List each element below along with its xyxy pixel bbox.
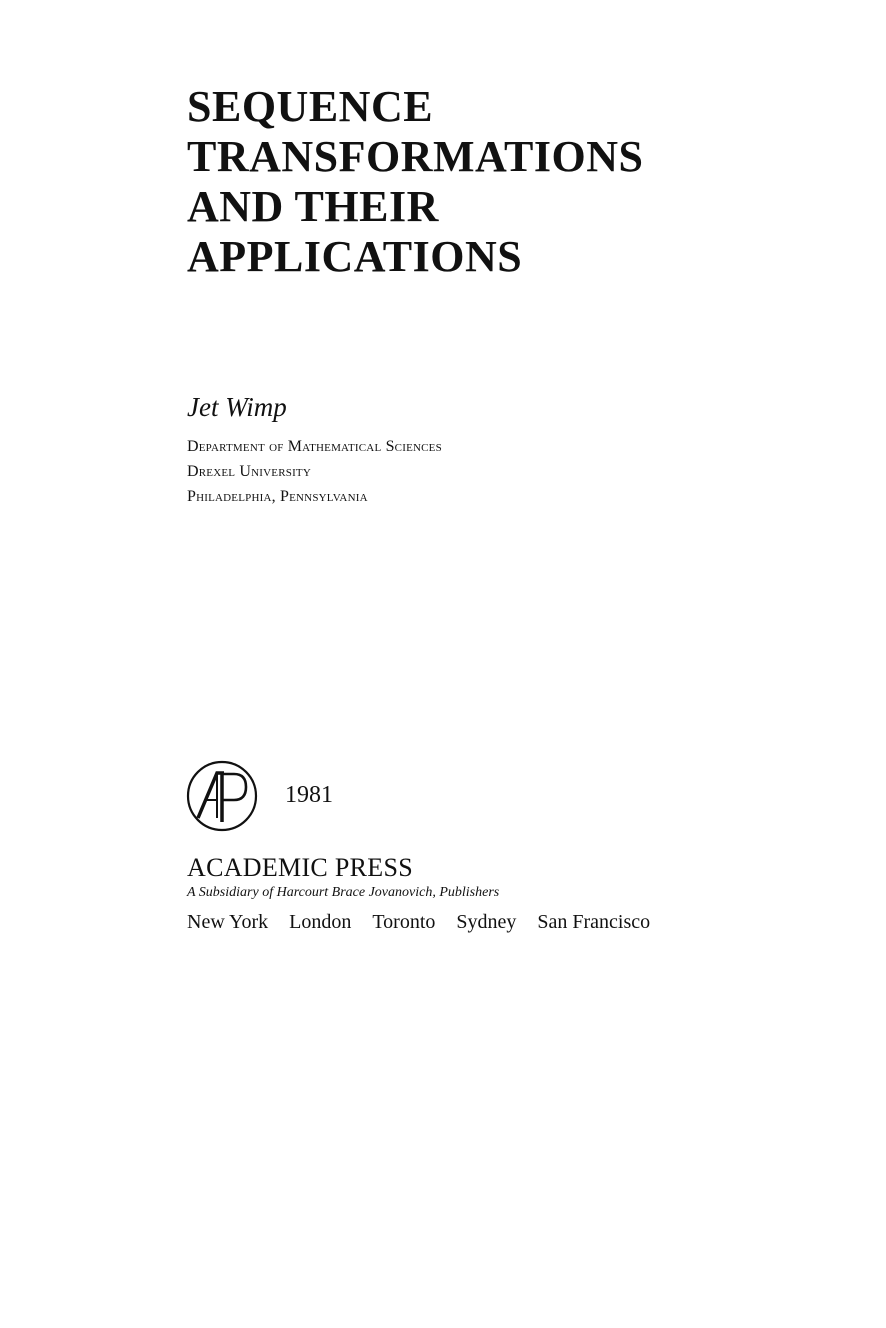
affiliation-department: Department of Mathematical Sciences (187, 438, 442, 455)
publisher-name: ACADEMIC PRESS (187, 853, 413, 882)
author-name: Jet Wimp (187, 392, 287, 422)
city-toronto: Toronto (372, 911, 436, 933)
title-line: APPLICATIONS (187, 232, 523, 281)
city-san-francisco: San Francisco (537, 911, 651, 933)
title-line: AND THEIR (187, 182, 439, 231)
title-line: SEQUENCE (187, 82, 434, 131)
book-title (187, 82, 807, 282)
city-london: London (289, 911, 352, 933)
affiliation-location: Philadelphia, Pennsylvania (187, 488, 368, 505)
city-sydney: Sydney (456, 911, 517, 933)
title-line: TRANSFORMATIONS (187, 132, 644, 181)
publisher-subsidiary: A Subsidiary of Harcourt Brace Jovanovich, Publishers (187, 885, 500, 900)
publisher-cities (187, 908, 671, 936)
affiliation-university: Drexel University (187, 463, 311, 480)
publication-year: 1981 (285, 782, 333, 808)
ap-logo-icon (186, 760, 258, 832)
city-new-york: New York (187, 911, 269, 933)
author-affiliation (187, 434, 787, 509)
